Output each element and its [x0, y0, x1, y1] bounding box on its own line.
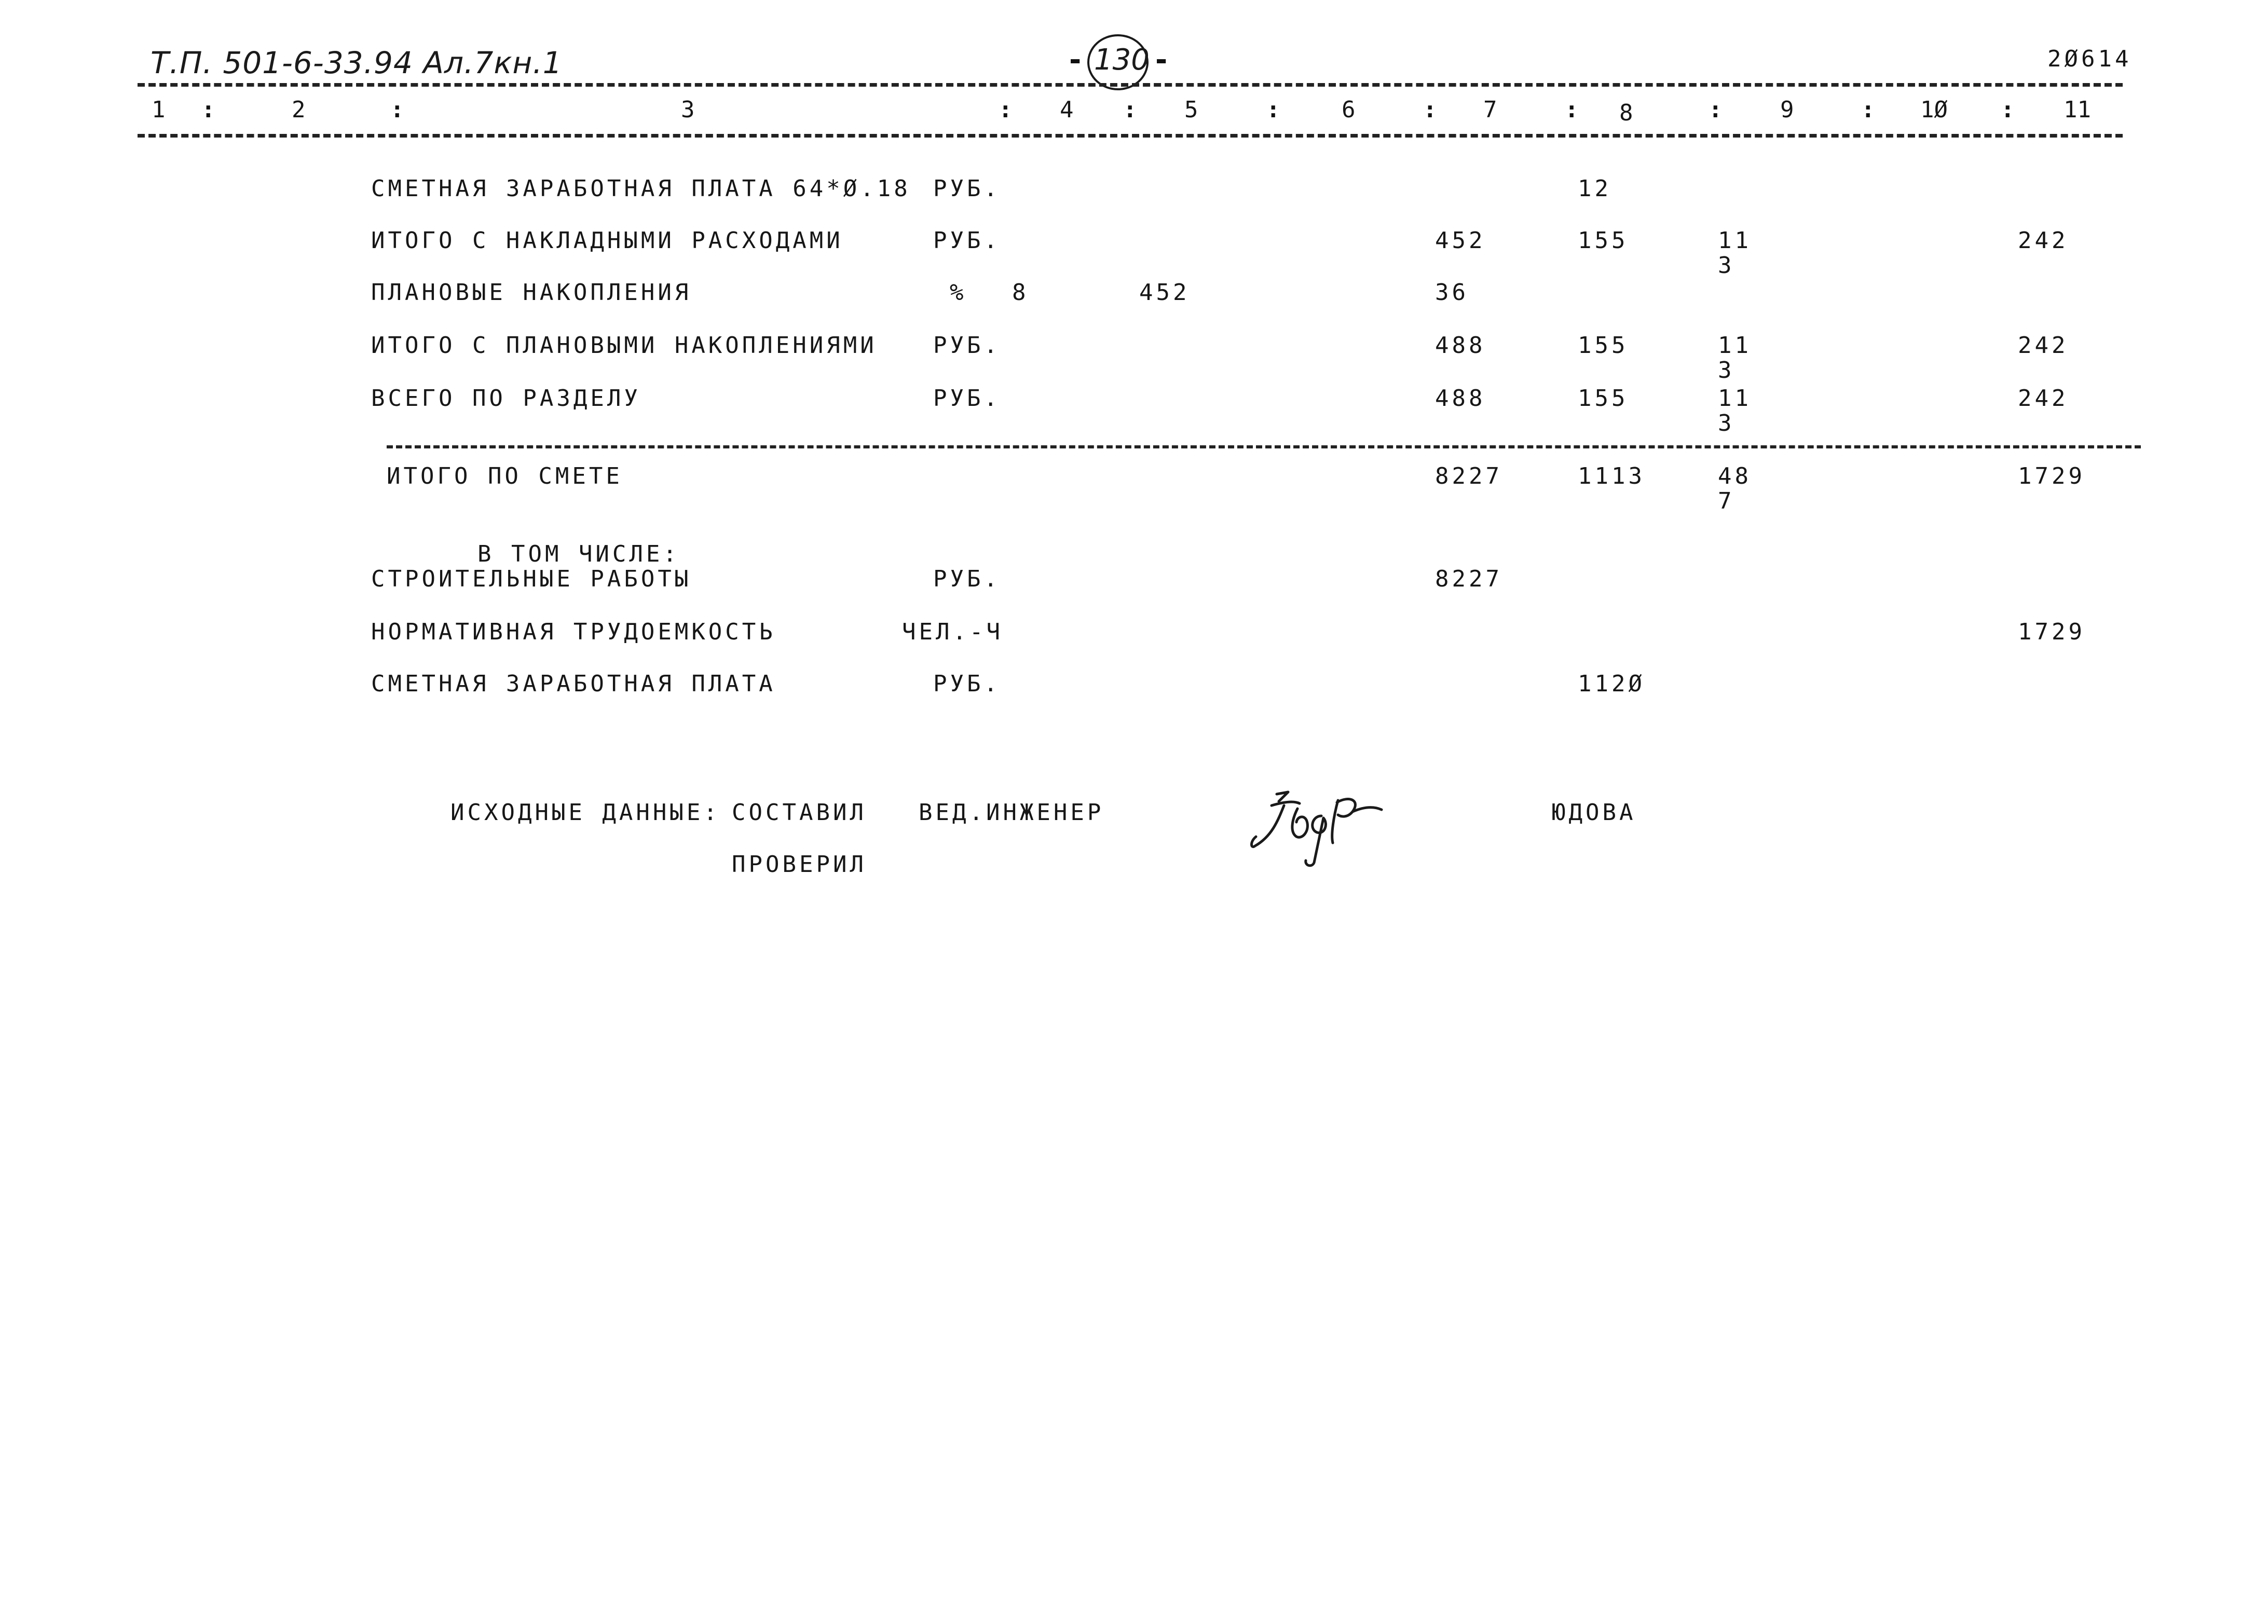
row-col9-sub: 3 [1718, 410, 1735, 436]
column-number: 9 [1780, 97, 1794, 123]
row-col4: 8 [1012, 279, 1029, 306]
column-number: 7 [1483, 97, 1497, 123]
row-col9: 11 [1718, 385, 1752, 412]
row-col9: 11 [1718, 227, 1752, 254]
column-separator: : [1266, 97, 1280, 123]
breakdown-col11: 1729 [2018, 619, 2085, 645]
row-col8: 12 [1578, 175, 1611, 202]
column-number: 8 [1619, 100, 1633, 126]
column-number: 5 [1184, 97, 1198, 123]
breakdown-unit: ЧЕЛ.-Ч [902, 619, 1003, 645]
column-separator: : [2001, 97, 2015, 123]
column-number: 2 [292, 97, 306, 123]
total-col8: 1113 [1578, 463, 1645, 489]
column-separator: : [1565, 97, 1579, 123]
breakdown-col8: 112Ø [1578, 671, 1645, 697]
breakdown-label: НОРМАТИВНАЯ ТРУДОЕМКОСТЬ [371, 619, 776, 645]
column-number: 1Ø [1920, 97, 1948, 123]
source-data-label: ИСХОДНЫЕ ДАННЫЕ: [450, 799, 720, 826]
page-number: 130 [1094, 43, 1150, 77]
breakdown-unit: РУБ. [933, 671, 1001, 697]
row-label: ВСЕГО ПО РАЗДЕЛУ [371, 385, 641, 412]
column-separator: : [1709, 97, 1723, 123]
column-separator: : [1861, 97, 1875, 123]
column-number: 1 [152, 97, 166, 123]
column-separator: : [390, 97, 404, 123]
total-col9-sub: 7 [1718, 488, 1735, 514]
total-col9: 48 [1718, 463, 1752, 489]
row-col8: 155 [1578, 332, 1629, 359]
row-col11: 242 [2018, 385, 2069, 412]
row-label: СМЕТНАЯ ЗАРАБОТНАЯ ПЛАТА 64*Ø.18 [371, 175, 911, 202]
row-col5: 452 [1139, 279, 1190, 306]
row-col7: 488 [1435, 332, 1486, 359]
row-unit: РУБ. [933, 175, 1001, 202]
page-number-dash-left: - [1069, 43, 1082, 77]
row-col11: 242 [2018, 227, 2069, 254]
column-number: 3 [681, 97, 695, 123]
breakdown-label: СТРОИТЕЛЬНЫЕ РАБОТЫ [371, 566, 692, 592]
row-col9-sub: 3 [1718, 252, 1735, 279]
compiled-by-label: СОСТАВИЛ [732, 799, 867, 826]
row-label: ПЛАНОВЫЕ НАКОПЛЕНИЯ [371, 279, 692, 306]
column-separator: : [201, 97, 215, 123]
column-number: 11 [2064, 97, 2091, 123]
row-col11: 242 [2018, 332, 2069, 359]
total-col11: 1729 [2018, 463, 2085, 489]
header-rule-top [138, 83, 2123, 87]
total-col7: 8227 [1435, 463, 1502, 489]
row-unit: РУБ. [933, 332, 1001, 359]
row-col7: 452 [1435, 227, 1486, 254]
engineer-name: ЮДОВА [1552, 799, 1636, 826]
row-unit: РУБ. [933, 385, 1001, 412]
row-col7: 36 [1435, 279, 1469, 306]
position-title: ВЕД.ИНЖЕНЕР [919, 799, 1104, 826]
breakdown-label: СМЕТНАЯ ЗАРАБОТНАЯ ПЛАТА [371, 671, 776, 697]
breakdown-col7: 8227 [1435, 566, 1502, 592]
row-col9-sub: 3 [1718, 357, 1735, 384]
row-col8: 155 [1578, 227, 1629, 254]
column-separator: : [1423, 97, 1437, 123]
row-col7: 488 [1435, 385, 1486, 412]
header-rule-bottom [138, 134, 2123, 138]
row-label: ИТОГО С НАКЛАДНЫМИ РАСХОДАМИ [371, 227, 843, 254]
breakdown-unit: РУБ. [933, 566, 1001, 592]
signature-image [1246, 768, 1391, 851]
total-rule [387, 445, 2141, 448]
column-number: 4 [1060, 97, 1074, 123]
row-col9: 11 [1718, 332, 1752, 359]
column-separator: : [1123, 97, 1137, 123]
total-label: ИТОГО ПО СМЕТЕ [387, 463, 623, 489]
row-col8: 155 [1578, 385, 1629, 412]
column-number: 6 [1342, 97, 1356, 123]
column-separator: : [999, 97, 1013, 123]
page-number-dash-right: - [1155, 43, 1168, 77]
row-unit: % [950, 279, 967, 306]
breakdown-intro: В ТОМ ЧИСЛЕ: [477, 541, 680, 567]
row-label: ИТОГО С ПЛАНОВЫМИ НАКОПЛЕНИЯМИ [371, 332, 877, 359]
sheet-code: 2Ø614 [2047, 46, 2132, 72]
document-reference: Т.П. 501-6-33.94 Ал.7кн.1 [151, 45, 563, 80]
checked-by-label: ПРОВЕРИЛ [732, 851, 867, 878]
row-unit: РУБ. [933, 227, 1001, 254]
